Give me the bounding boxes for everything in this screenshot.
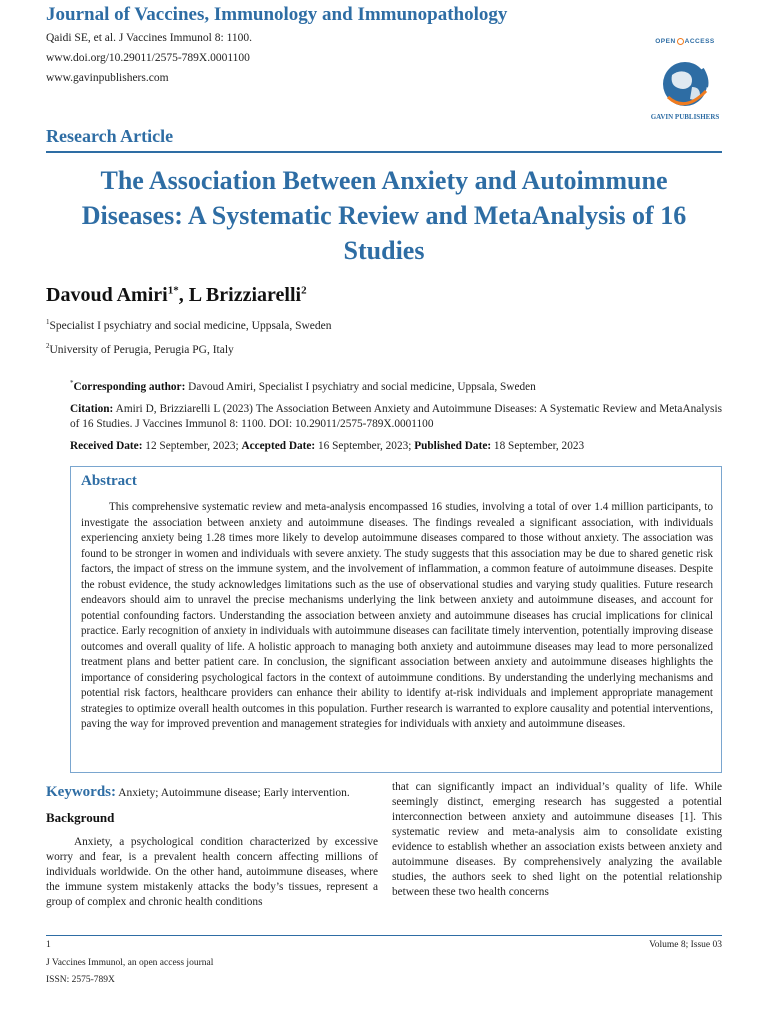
article-type: Research Article	[46, 126, 174, 146]
background-left-column: Anxiety, a psychological condition characterized by excessive worry and fear, is a prevalent health concern affecting millions of individuals worldwide. On the other hand, autoimmune diseases, where the immune system mistakenly attacks the body’s tissues, represent a group of complex and chronic health conditions	[46, 836, 378, 908]
abstract-box	[70, 466, 722, 773]
footer-volume: Volume 8; Issue 03	[649, 940, 722, 950]
received-date: 12 September, 2023;	[142, 440, 242, 452]
website-link[interactable]: www.gavinpublishers.com	[46, 72, 169, 84]
doi-link[interactable]: www.doi.org/10.29011/2575-789X.0001100	[46, 52, 250, 64]
author-separator: ,	[178, 284, 189, 306]
affiliation-2-sup: 2	[46, 342, 50, 350]
citation-short: Qaidi SE, et al. J Vaccines Immunol 8: 1100.	[46, 32, 253, 44]
article-title	[46, 163, 722, 268]
citation-text: Amiri D, Brizziarelli L (2023) The Association Between Anxiety and Autoimmune Diseases: A Systematic Review and MetaAnalysis of 16 Studies. J Vaccines Immunol 8: 1100. DOI: 10.29011/2575-789X.0001100	[70, 403, 722, 430]
keywords-label: Keywords:	[46, 784, 116, 800]
open-access-lock-icon	[677, 38, 684, 45]
accepted-label: Accepted Date:	[241, 440, 316, 452]
journal-title: Journal of Vaccines, Immunology and Immunopathology	[46, 4, 508, 25]
author-2: L Brizziarelli	[188, 284, 302, 306]
keywords	[46, 784, 382, 801]
affiliation-2-text: University of Perugia, Perugia PG, Italy	[49, 343, 234, 356]
affiliation-1-text: Specialist I psychiatry and social medicine, Uppsala, Sweden	[49, 319, 332, 332]
affiliation-2	[46, 342, 234, 356]
header-divider	[46, 151, 722, 153]
affiliation-1-sup: 1	[46, 318, 50, 326]
affiliation-1	[46, 318, 332, 332]
received-label: Received Date:	[70, 440, 143, 452]
corresponding-sup: *	[70, 379, 74, 387]
page-number: 1	[46, 940, 51, 950]
publisher-name: GAVIN PUBLISHERS	[650, 113, 720, 122]
open-access-label	[640, 38, 730, 45]
title-line-1: The Association Between Anxiety and Autoimmune	[100, 166, 668, 195]
author-1: Davoud Amiri	[46, 284, 168, 306]
corresponding-author	[70, 376, 722, 395]
footer-journal: J Vaccines Immunol, an open access journal	[46, 958, 214, 968]
background-heading: Background	[46, 810, 115, 825]
authors	[46, 284, 307, 307]
published-label: Published Date:	[414, 440, 492, 452]
publisher-logo	[640, 38, 730, 121]
citation-label: Citation:	[70, 403, 114, 415]
accepted-date: 16 September, 2023;	[315, 440, 415, 452]
citation	[70, 402, 722, 432]
footer-issn: ISSN: 2575-789X	[46, 975, 115, 985]
corresponding-label: Corresponding author:	[73, 380, 186, 393]
published-date: 18 September, 2023	[491, 440, 585, 452]
abstract-heading: Abstract	[81, 473, 137, 489]
corresponding-text: Davoud Amiri, Specialist I psychiatry and social medicine, Uppsala, Sweden	[185, 380, 536, 393]
author-1-sup: 1*	[167, 284, 179, 297]
globe-icon	[658, 57, 712, 111]
background-right-column: that can significantly impact an individual’s quality of life. While seemingly distinct, emerging research has suggested a potential interconnection between anxiety and autoimmune diseases [1]. This systematic review and meta-analysis aim to consolidate existing evidence to establish whether an association exists between anxiety and autoimmune diseases. By comprehensively analyzing the available studies, the authors seek to shed light on the potential relationship between these two health concerns	[392, 781, 722, 898]
title-line-3: Studies	[343, 236, 425, 265]
footer-divider	[46, 935, 722, 936]
dates	[70, 439, 722, 454]
open-access-right: ACCESS	[684, 38, 715, 46]
title-line-2: Diseases: A Systematic Review and MetaAnalysis of 16	[81, 201, 687, 230]
keywords-text: Anxiety; Autoimmune disease; Early intervention.	[116, 787, 350, 799]
open-access-left: OPEN	[655, 38, 676, 46]
author-2-sup: 2	[301, 284, 307, 297]
abstract-text: This comprehensive systematic review and meta-analysis encompassed 16 studies, involving a total of over 1.4 million participants, to investigate the association between anxiety and autoimmune diseases. The findings revealed a significant association, with individuals experiencing anxiety being 1.28 times more likely to develop autoimmune diseases compared to those without anxiety. The association was found to be stronger in women and individuals with severe anxiety. The study suggests that this association may be due to shared genetic risk factors, the impact of stress on the immune system, and the involvement of inflammation, a common feature of autoimmune diseases. Despite the robust evidence, the study acknowledges limitations such as the use of observational studies and varying study qualities. Future research endeavors should aim to unravel the precise mechanisms underlying the link between anxiety and autoimmune diseases, and account for potential confounding factors. Understanding the association between anxiety and autoimmune diseases has crucial implications for clinical practice. Early recognition of anxiety in individuals with autoimmune diseases can facilitate timely intervention, potentially improving disease outcomes and overall quality of life. A holistic approach to managing both anxiety and autoimmune diseases may lead to more personalized treatment plans and better patient care. In conclusion, the significant association between anxiety and autoimmune diseases highlights the importance of considering psychological factors in the context of autoimmune conditions. By understanding the underlying mechanisms and potential risk factors, healthcare providers can enhance their ability to identify at-risk individuals and implement appropriate management strategies to optimize overall health outcomes in this population. Further research is warranted to explore causality and potential interventions, paving the way for improved prevention and management strategies for individuals with anxiety and autoimmune diseases.	[81, 501, 713, 730]
